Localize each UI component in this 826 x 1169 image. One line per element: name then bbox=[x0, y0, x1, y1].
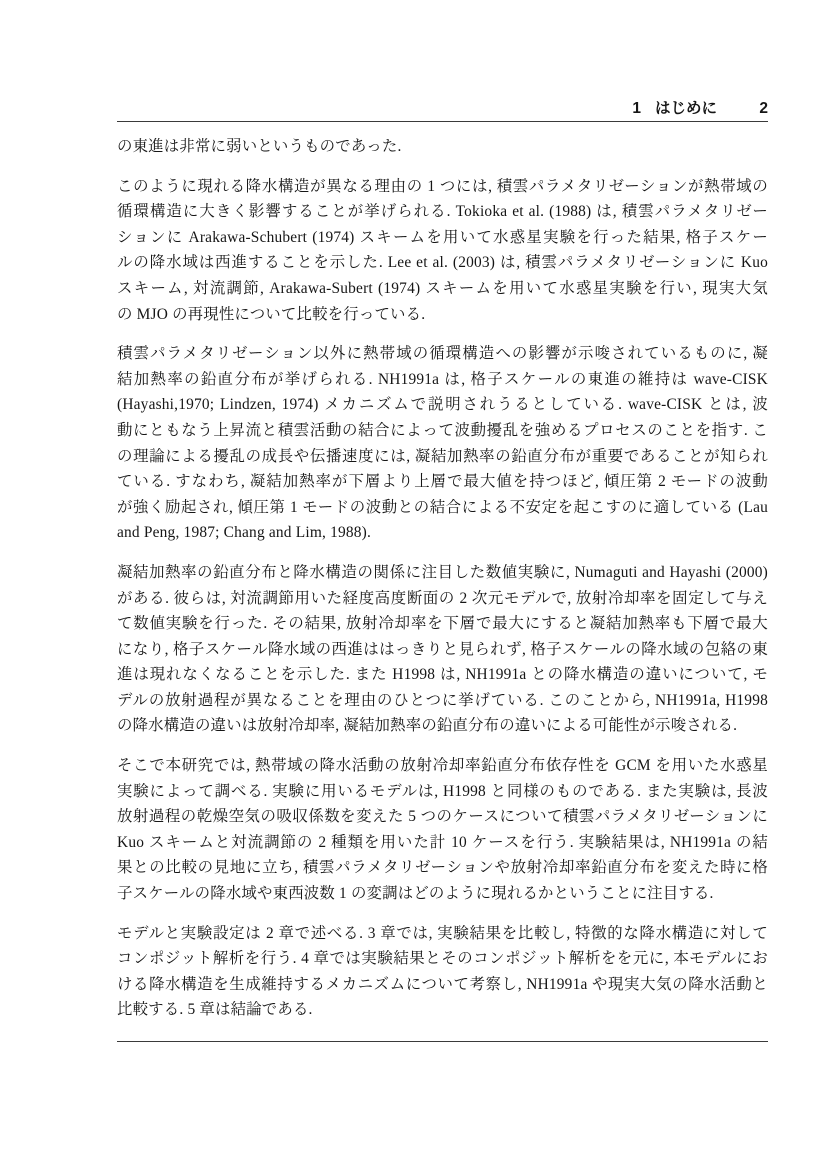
paragraph-6 bbox=[117, 921, 768, 1023]
text-line: (Hayashi,1970; Lindzen, 1974) メカニズムで説明されうるとしている. wave-CISK とは, 波 bbox=[117, 396, 768, 414]
text-line: ける降水構造を生成維持するメカニズムについて考察し, NH1991a や現実大気の降水活動と bbox=[117, 975, 768, 993]
text-line: ションに Arakawa-Schubert (1974) スキームを用いて水惑星実験を行った結果, 格子スケー bbox=[117, 228, 768, 246]
header-section-title bbox=[632, 99, 717, 119]
text-line: 結加熱率の鉛直分布が挙げられる. NH1991a は, 格子スケールの東進の維持は wave-CISK bbox=[117, 370, 768, 388]
header-page-number: 2 bbox=[759, 100, 768, 117]
text-line: 比較する. 5 章は結論である. bbox=[117, 1001, 313, 1019]
text-line: 動にともなう上昇流と積雲活動の結合によって波動擾乱を強めるプロセスのことを指す. こ bbox=[117, 421, 768, 439]
paragraph-3 bbox=[117, 341, 768, 546]
text-line: このように現れる降水構造が異なる理由の 1 つには, 積雲パラメタリゼーションが熱帯域の bbox=[117, 177, 768, 195]
text-line: になり, 格子スケール降水域の西進ははっきりと見られず, 格子スケールの降水域の包絡の東 bbox=[117, 640, 768, 658]
text-line: 循環構造に大きく影響することが挙げられる. Tokioka et al. (1988) は, 積雲パラメタリゼー bbox=[117, 203, 768, 221]
text-line: がある. 彼らは, 対流調節用いた経度高度断面の 2 次元モデルで, 放射冷却率を固定して与え bbox=[117, 589, 768, 607]
text-line: デルの放射過程が異なることを理由のひとつに挙げている. このことから, NH1991a, H1998 bbox=[117, 691, 768, 709]
text-line: の理論による擾乱の成長や伝播速度には, 凝結加熱率の鉛直分布が重要であることが知られ bbox=[117, 447, 768, 465]
page-header bbox=[117, 99, 768, 119]
text-line: Kuo スキームと対流調節の 2 種類を用いた計 10 ケースを行う. 実験結果は, NH1991a の結 bbox=[117, 833, 768, 851]
text-line: ルの降水域は西進することを示した. Lee et al. (2003) は, 積雲パラメタリゼーションに Kuo bbox=[117, 254, 768, 272]
text-line: の降水構造の違いは放射冷却率, 凝結加熱率の鉛直分布の違いによる可能性が示唆される. bbox=[117, 717, 738, 735]
header-section-name: はじめに bbox=[654, 100, 717, 117]
text-line: そこで本研究では, 熱帯域の降水活動の放射冷却率鉛直分布依存性を GCM を用いた水惑星 bbox=[117, 757, 768, 775]
text-line: 子スケールの降水域や東西波数 1 の変調はどのように現れるかということに注目する. bbox=[117, 885, 714, 903]
text-line: モデルと実験設定は 2 章で述べる. 3 章では, 実験結果を比較し, 特徴的な降水構造に対して bbox=[117, 924, 768, 942]
text-line: スキーム, 対流調節, Arakawa-Subert (1974) スキームを用いて水惑星実験を行い, 現実大気 bbox=[117, 279, 768, 297]
header-rule bbox=[117, 121, 768, 122]
paragraph-1 bbox=[117, 134, 768, 160]
text-line: が強く励起され, 傾圧第 1 モードの波動との結合による不安定を起こすのに適している (Lau bbox=[117, 498, 768, 516]
text-line: and Peng, 1987; Chang and Lim, 1988). bbox=[117, 524, 372, 542]
body-text bbox=[117, 134, 768, 1023]
text-line: て数値実験を行った. その結果, 放射冷却率を下層で最大にすると凝結加熱率も下層で最大 bbox=[117, 615, 768, 633]
text-line: 放射過程の乾燥空気の吸収係数を変えた 5 つのケースについて積雲パラメタリゼーションに bbox=[117, 808, 768, 826]
paragraph-2 bbox=[117, 174, 768, 328]
text-line: 積雲パラメタリゼーション以外に熱帯域の循環構造への影響が示唆されているものに, 凝 bbox=[117, 345, 768, 363]
text-line: コンポジット解析を行う. 4 章では実験結果とそのコンポジット解析をを元に, 本モデルにお bbox=[117, 950, 768, 968]
text-line: の MJO の再現性について比較を行っている. bbox=[117, 305, 426, 323]
paragraph-4 bbox=[117, 560, 768, 739]
paragraph-5 bbox=[117, 753, 768, 907]
text-line: 進は現れなくなることを示した. また H1998 は, NH1991a との降水構造の違いについて, モ bbox=[117, 666, 768, 684]
text-line: の東進は非常に弱いというものであった. bbox=[117, 138, 402, 155]
text-line: ている. すなわち, 凝結加熱率が下層より上層で最大値を持つほど, 傾圧第 2 モードの波動 bbox=[117, 473, 768, 491]
text-line: 果との比較の見地に立ち, 積雲パラメタリゼーションや放射冷却率鉛直分布を変えた時に格 bbox=[117, 859, 768, 877]
text-line: 凝結加熱率の鉛直分布と降水構造の関係に注目した数値実験に, Numaguti and Hayashi (2000) bbox=[117, 563, 768, 581]
text-line: 実験によって調べる. 実験に用いるモデルは, H1998 と同様のものである. また実験は, 長波 bbox=[117, 782, 768, 800]
footer-rule bbox=[117, 1041, 768, 1042]
header-section-number: 1 bbox=[632, 100, 641, 117]
